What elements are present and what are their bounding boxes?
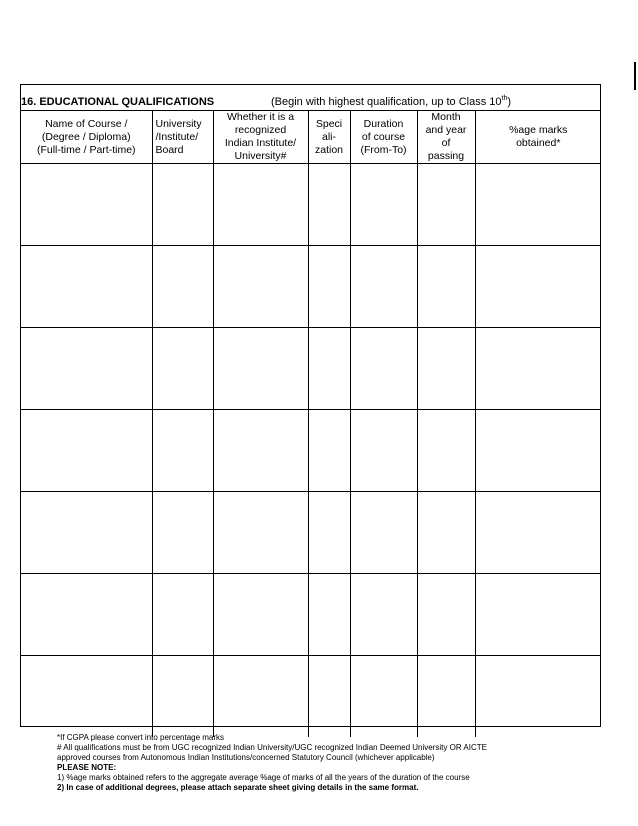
entry-course-cell[interactable]: [21, 246, 152, 328]
entry-specialization-cell[interactable]: [308, 574, 350, 656]
entry-month-year-cell[interactable]: [417, 574, 475, 656]
col-header-university: University /Institute/ Board: [152, 111, 213, 164]
table-row: [21, 246, 601, 328]
footnote-recognition-cont: approved courses from Autonomous Indian Institutions/concerned Statutory Council (whichever applicable): [57, 753, 435, 762]
entry-university-cell[interactable]: [152, 328, 213, 410]
entry-course-cell[interactable]: [21, 574, 152, 656]
entry-university-cell[interactable]: [152, 574, 213, 656]
entry-duration-cell[interactable]: [350, 246, 417, 328]
entry-recognized-cell[interactable]: [213, 492, 308, 574]
entry-marks-cell[interactable]: [475, 574, 601, 656]
entry-university-cell[interactable]: [152, 656, 213, 738]
entry-marks-cell[interactable]: [475, 492, 601, 574]
entry-course-cell[interactable]: [21, 164, 152, 246]
entry-marks-cell[interactable]: [475, 656, 601, 738]
entry-recognized-cell[interactable]: [213, 328, 308, 410]
footnote-cgpa: *If CGPA please convert into percentage marks: [57, 733, 225, 742]
entry-recognized-cell[interactable]: [213, 656, 308, 738]
table-row: [21, 328, 601, 410]
entry-month-year-cell[interactable]: [417, 410, 475, 492]
col-header-marks: %age marks obtained*: [475, 111, 601, 164]
entry-duration-cell[interactable]: [350, 410, 417, 492]
entry-specialization-cell[interactable]: [308, 246, 350, 328]
entry-duration-cell[interactable]: [350, 656, 417, 738]
entry-specialization-cell[interactable]: [308, 164, 350, 246]
entry-marks-cell[interactable]: [475, 328, 601, 410]
entry-recognized-cell[interactable]: [213, 164, 308, 246]
entry-course-cell[interactable]: [21, 410, 152, 492]
note-2: 2) In case of additional degrees, please attach separate sheet giving details in the same format.: [57, 783, 419, 792]
section-header: [21, 85, 600, 111]
please-note-heading: PLEASE NOTE:: [57, 763, 117, 772]
entry-month-year-cell[interactable]: [417, 164, 475, 246]
table-row: [21, 164, 601, 246]
col-header-recognized: Whether it is a recognized Indian Institute/ University#: [213, 111, 308, 164]
entry-course-cell[interactable]: [21, 492, 152, 574]
entry-university-cell[interactable]: [152, 492, 213, 574]
entry-duration-cell[interactable]: [350, 574, 417, 656]
entry-month-year-cell[interactable]: [417, 656, 475, 738]
entry-specialization-cell[interactable]: [308, 410, 350, 492]
col-header-course-name: Name of Course / (Degree / Diploma) (Full-time / Part-time): [21, 111, 152, 164]
entry-month-year-cell[interactable]: [417, 328, 475, 410]
section-title: 16. EDUCATIONAL QUALIFICATIONS: [21, 96, 215, 108]
table-row: [21, 492, 601, 574]
entry-course-cell[interactable]: [21, 656, 152, 738]
entry-specialization-cell[interactable]: [308, 492, 350, 574]
entry-duration-cell[interactable]: [350, 492, 417, 574]
entry-marks-cell[interactable]: [475, 410, 601, 492]
col-header-duration: Duration of course (From-To): [350, 111, 417, 164]
footnote-recognition: # All qualifications must be from UGC recognized Indian University/UGC recognized Indian Deemed University OR AICTE: [57, 743, 487, 752]
entry-university-cell[interactable]: [152, 410, 213, 492]
entry-marks-cell[interactable]: [475, 164, 601, 246]
entry-month-year-cell[interactable]: [417, 246, 475, 328]
table-row: [21, 656, 601, 738]
entry-marks-cell[interactable]: [475, 246, 601, 328]
table-row: [21, 410, 601, 492]
entry-specialization-cell[interactable]: [308, 328, 350, 410]
entry-specialization-cell[interactable]: [308, 656, 350, 738]
footnotes: [57, 733, 597, 793]
entry-course-cell[interactable]: [21, 328, 152, 410]
entry-university-cell[interactable]: [152, 164, 213, 246]
qualifications-table: [21, 111, 601, 737]
entry-month-year-cell[interactable]: [417, 492, 475, 574]
header-row: [21, 111, 601, 164]
col-header-specialization: Speci ali- zation: [308, 111, 350, 164]
entry-duration-cell[interactable]: [350, 328, 417, 410]
educational-qualifications-form: [20, 84, 601, 727]
section-instruction: (Begin with highest qualification, up to Class 10th): [271, 95, 512, 108]
entry-recognized-cell[interactable]: [213, 246, 308, 328]
note-1: 1) %age marks obtained refers to the aggregate average %age of marks of all the years of the duration of the course: [57, 773, 470, 782]
margin-marker: [634, 62, 636, 90]
entry-university-cell[interactable]: [152, 246, 213, 328]
entry-recognized-cell[interactable]: [213, 410, 308, 492]
entry-duration-cell[interactable]: [350, 164, 417, 246]
table-row: [21, 574, 601, 656]
entry-recognized-cell[interactable]: [213, 574, 308, 656]
col-header-month-year: Month and year of passing: [417, 111, 475, 164]
